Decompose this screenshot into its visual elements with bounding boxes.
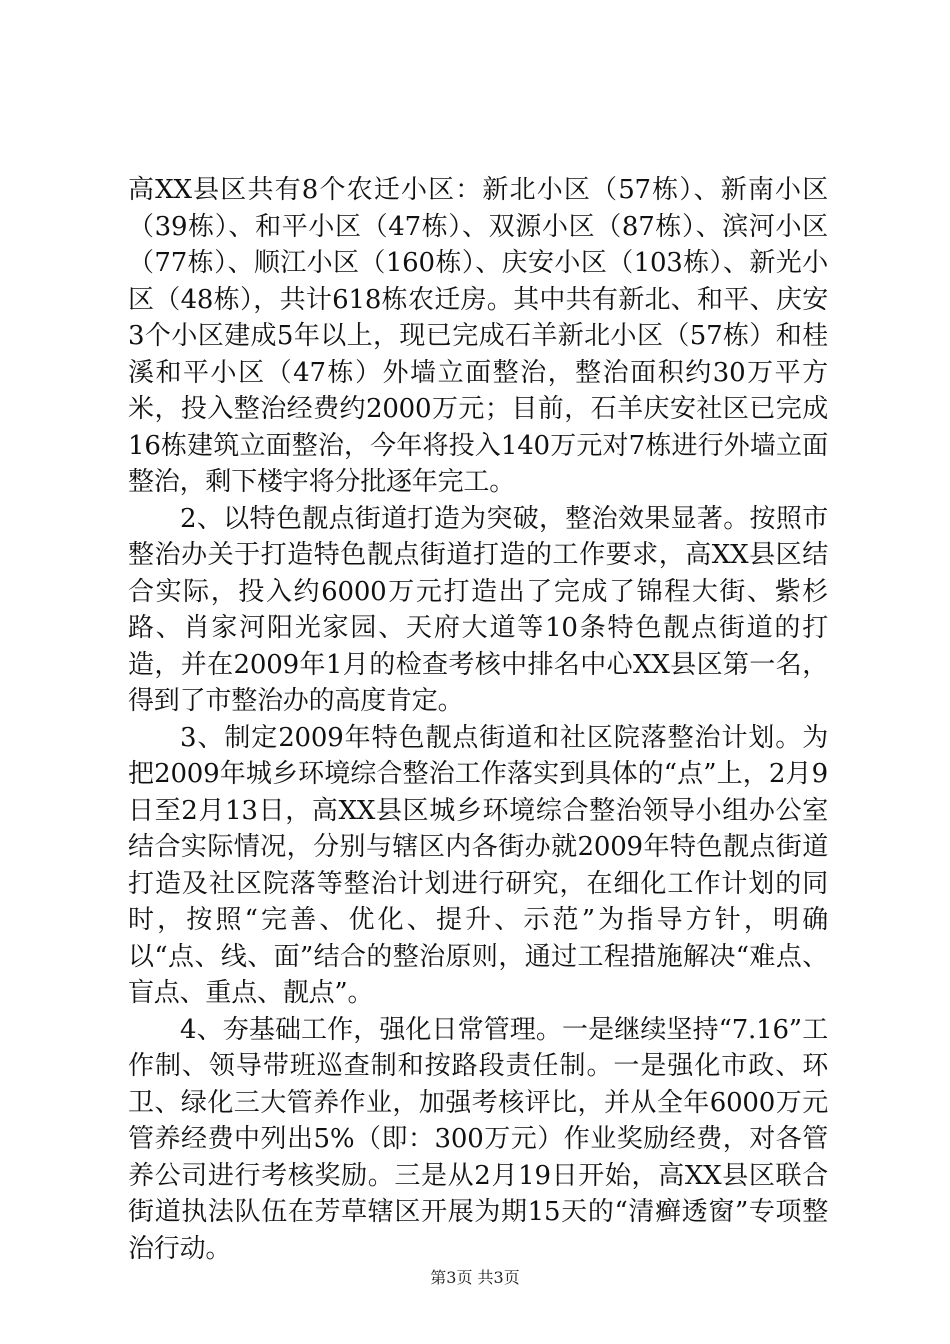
paragraph-daily-management: 4、夯基础工作，强化日常管理。一是继续坚持“7.16”工作制、领导带班巡查制和按路段责任制。一是强化市政、环卫、绿化三大管养作业，加强考核评比，并从全年6000万元管养经费中列出5%（即：300万元）作业奖励经费，对各管养公司进行考核奖励。三是从2月19日开始，高XX县区联合街道执法队伍在芳草辖区开展为期15天的“清癣透窗”专项整治行动。 (128, 1014, 828, 1264)
paragraph-residential-communities: 高XX县区共有8个农迁小区：新北小区（57栋）、新南小区（39栋）、和平小区（47栋）、双源小区（87栋）、滨河小区（77栋）、顺江小区（160栋）、庆安小区（103栋）、新光小区（48栋），共计618栋农迁房。其中共有新北、和平、庆安3个小区建成5年以上，现已完成石羊新北小区（57栋）和桂溪和平小区（47栋）外墙立面整治，整治面积约30万平方米，投入整治经费约2000万元；目前，石羊庆安社区已完成16栋建筑立面整治，今年将投入140万元对7栋进行外墙立面整治，剩下楼宇将分批逐年完工。 (128, 175, 828, 497)
paragraph-feature-streets: 2、以特色靓点街道打造为突破，整治效果显著。按照市整治办关于打造特色靓点街道打造的工作要求，高XX县区结合实际，投入约6000万元打造出了完成了锦程大街、紫杉路、肖家河阳光家园、天府大道等10条特色靓点街道的打造，并在2009年1月的检查考核中排名中心XX县区第一名，得到了市整治办的高度肯定。 (128, 503, 828, 716)
page-number-footer: 第3页 共3页 (430, 1268, 520, 1287)
document-body (128, 172, 828, 1267)
paragraph-2009-plan: 3、制定2009年特色靓点街道和社区院落整治计划。为把2009年城乡环境综合整治工作落实到具体的“点”上，2月9日至2月13日，高XX县区城乡环境综合整治领导小组办公室结合实际情况，分别与辖区内各街办就2009年特色靓点街道打造及社区院落等整治计划进行研究，在细化工作计划的同时，按照“完善、优化、提升、示范”为指导方针，明确以“点、线、面”结合的整治原则，通过工程措施解决“难点、盲点、重点、靓点”。 (128, 722, 828, 1008)
